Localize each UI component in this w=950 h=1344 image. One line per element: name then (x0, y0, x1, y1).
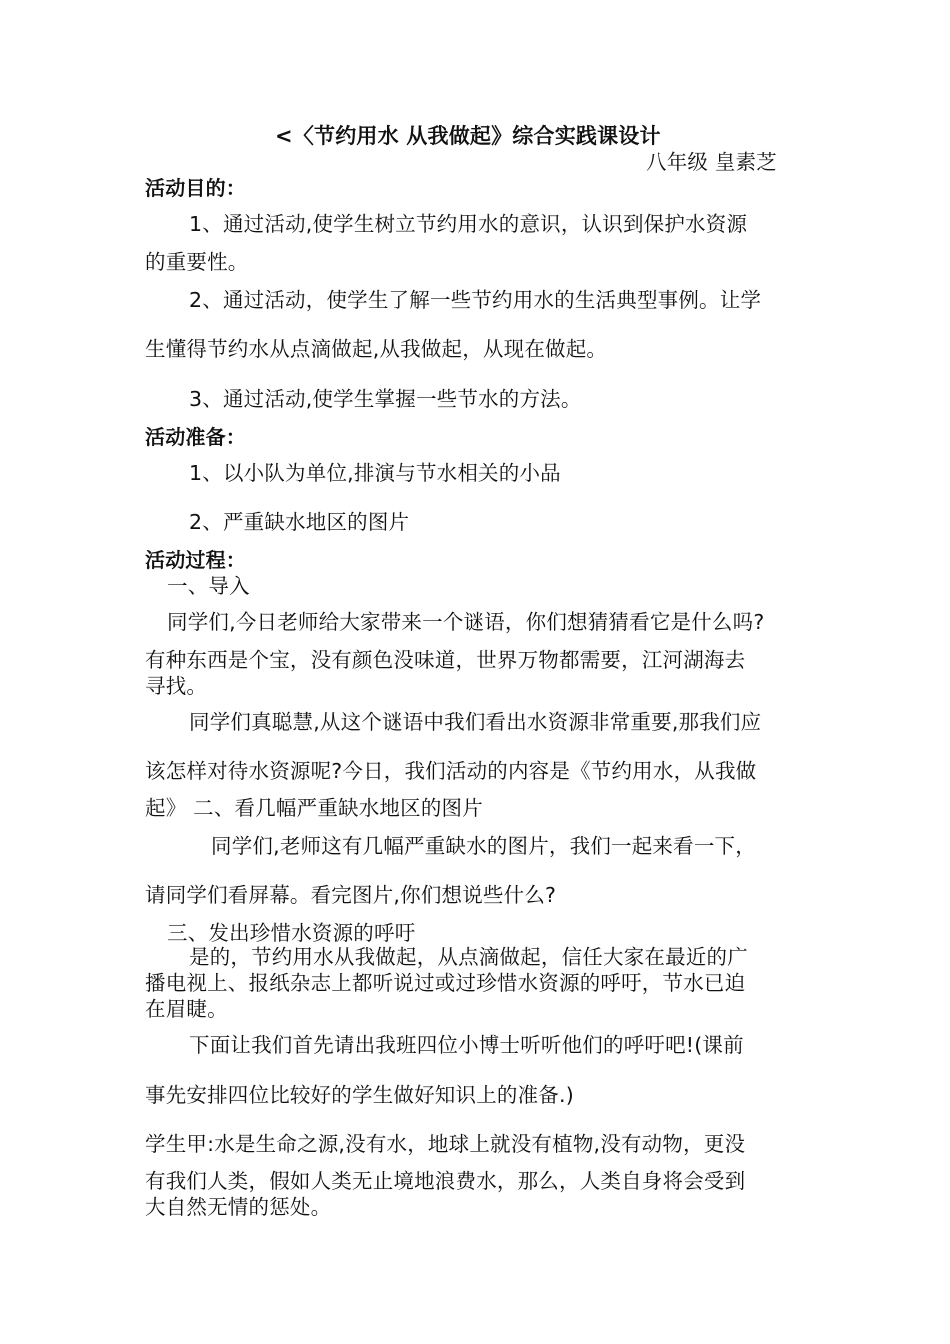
purpose-item-1-line-1: 1、通过活动,使学生树立节约用水的意识，认识到保护水资源 (189, 212, 748, 236)
intro-line-3: 寻找。 (145, 674, 208, 698)
doctor-line-1: 下面让我们首先请出我班四位小博士听听他们的呼吁吧!(课前 (189, 1033, 744, 1057)
preparation-item-1: 1、以小队为单位,排演与节水相关的小品 (189, 461, 561, 485)
intro-line-1: 同学们,今日老师给大家带来一个谜语，你们想猜猜看它是什么吗? (167, 610, 765, 634)
student-a-line-3: 大自然无情的惩处。 (145, 1195, 332, 1219)
call-line-3: 在眉睫。 (145, 997, 228, 1021)
purpose-heading: 活动目的： (145, 176, 246, 200)
smart-line-2: 该怎样对待水资源呢?今日，我们活动的内容是《节约用水，从我做 (145, 759, 757, 783)
purpose-item-1-line-2: 的重要性。 (145, 250, 249, 274)
document-title: <〈节约用水 从我做起》综合实践课设计 (275, 124, 661, 148)
preparation-item-2: 2、严重缺水地区的图片 (189, 510, 410, 534)
author-line: 八年级 皇素芝 (646, 150, 777, 174)
purpose-item-2-line-1: 2、通过活动，使学生了解一些节约用水的生活典型事例。让学 (189, 288, 762, 312)
pictures-line-1: 同学们,老师这有几幅严重缺水的图片，我们一起来看一下， (211, 834, 756, 858)
call-line-1: 是的，节约用水从我做起，从点滴做起，信任大家在最近的广 (189, 945, 748, 969)
purpose-item-2-line-2: 生懂得节约水从点滴做起,从我做起，从现在做起。 (145, 337, 608, 361)
process-heading: 活动过程： (145, 548, 246, 572)
step-3-heading: 三、发出珍惜水资源的呼吁 (167, 921, 416, 945)
smart-line-3: 起》 二、看几幅严重缺水地区的图片 (145, 796, 483, 820)
smart-line-1: 同学们真聪慧,从这个谜语中我们看出水资源非常重要,那我们应 (189, 710, 762, 734)
purpose-item-3-line-1: 3、通过活动,使学生掌握一些节水的方法。 (189, 387, 582, 411)
pictures-line-2: 请同学们看屏幕。看完图片,你们想说些什么? (145, 883, 557, 907)
doctor-line-2: 事先安排四位比较好的学生做好知识上的准备.) (145, 1083, 574, 1107)
preparation-heading: 活动准备： (145, 425, 246, 449)
student-a-line-2: 有我们人类，假如人类无止境地浪费水，那么，人类自身将会受到 (145, 1169, 746, 1193)
call-line-2: 播电视上、报纸杂志上都听说过或过珍惜水资源的呼吁，节水已迫 (145, 971, 746, 995)
student-a-line-1: 学生甲:水是生命之源,没有水，地球上就没有植物,没有动物，更没 (145, 1132, 746, 1156)
intro-line-2: 有种东西是个宝，没有颜色没味道，世界万物都需要，江河湖海去 (145, 648, 746, 672)
step-1-heading: 一、导入 (167, 574, 250, 598)
